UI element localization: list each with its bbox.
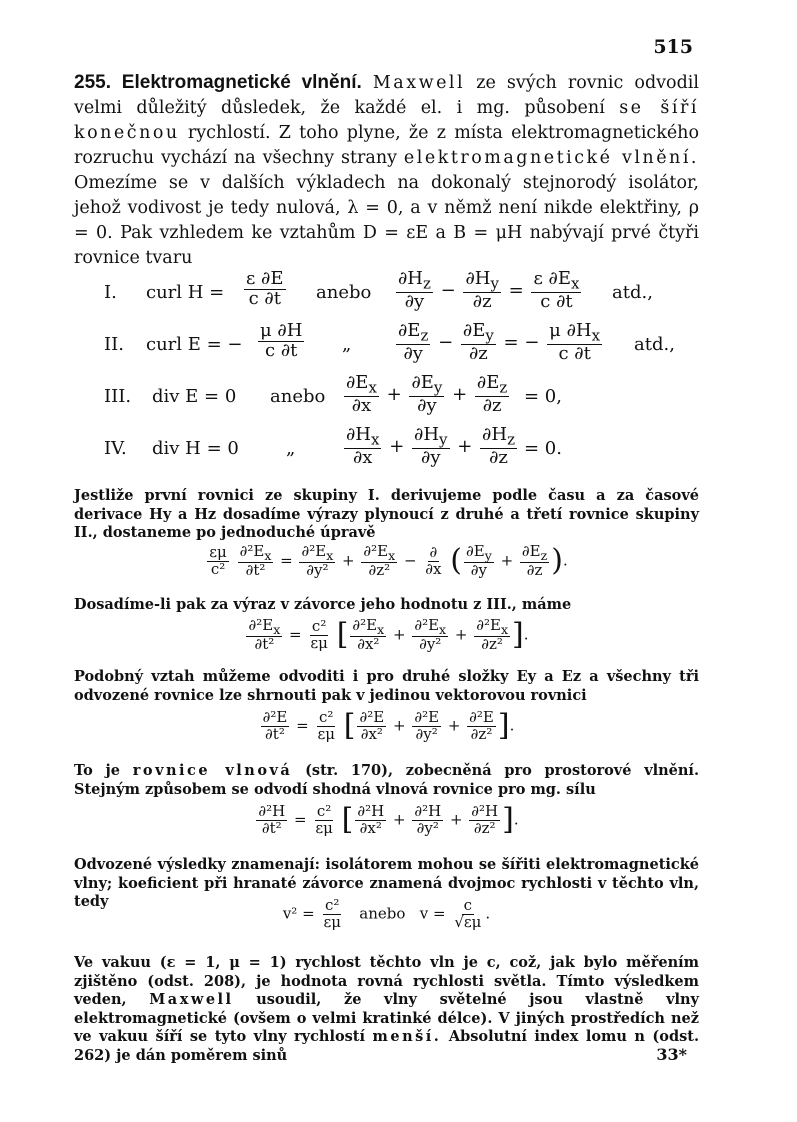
eq-lhs: div H = 0 bbox=[152, 438, 239, 459]
eq-label: III. bbox=[104, 386, 132, 407]
eq-word: anebo bbox=[270, 386, 326, 407]
eq-lhs: curl E = − bbox=[146, 334, 243, 355]
eq-lhs: div E = 0 bbox=[152, 386, 237, 407]
p4-text-a: To je bbox=[74, 762, 121, 779]
frac-num: εμ bbox=[209, 543, 227, 562]
p6-text-b: usoudil, že vlny světelné jsou vlastně vlny elektromagnetické (ovšem o velmi kratinké délce). V jiných prostředích než ve vakuu šíří se tyto vlny rychlostí bbox=[74, 991, 699, 1045]
frac-den: c ∂t bbox=[248, 287, 281, 309]
paragraph-derivation: Jestliže první rovnici ze skupiny I. derivujeme podle času a za časové derivace Hy a Hz dosadíme výrazy plynoucí z druhé a třetí rovnice skupiny II., dostaneme po jednoduché úpravě bbox=[74, 487, 699, 541]
p6-text-a: Ve vakuu (ε = 1, μ = 1) rychlost těchto vln je c, což, jak bylo měřením zjištěno (odst. 208), je hodnota rovná rychlosti světla. Tímto výsledkem veden, bbox=[74, 954, 699, 1008]
p4-text-b: (str. 170), zobecněná pro prostorové vlnění. Stejným způsobem se odvodí shodná vlnová rovnice pro mg. sílu bbox=[74, 762, 699, 798]
eq-tail: = 0, bbox=[524, 386, 562, 407]
eq-lhs: curl H = bbox=[146, 282, 225, 303]
eq-component-form: $\frac{\partial H_x}{\partial x}$ + $\frac{\partial H_y}{\partial y}$ + $\frac{\partial H_z}{\partial z}$ bbox=[346, 424, 515, 469]
paragraph-results: Odvozené výsledky znamenají: isolátorem mohou se šířiti elektromagnetické vlny; koeficient při hranaté závorce znamená dvojmoc rychlosti v těchto vln, tedy bbox=[74, 856, 699, 910]
eq-tail: = 0. bbox=[524, 438, 562, 459]
paragraph-vector: Podobný vztah můžeme odvoditi i pro druhé složky Ey a Ez a všechny tři odvozené rovnice lze shrnouti pak v jedinou vektorovou rovnici bbox=[74, 668, 699, 704]
eq-component-form: $\frac{\partial E_x}{\partial x}$ + $\frac{\partial E_y}{\partial y}$ + $\frac{\partial E_z}{\partial z}$ bbox=[346, 372, 508, 417]
frac-num: c² bbox=[324, 896, 340, 914]
eq-word: „ bbox=[286, 438, 296, 459]
frac-num: c² bbox=[316, 802, 332, 820]
eq-fraction bbox=[242, 270, 288, 309]
equation-wave-E: $\frac{\text{∂²E}}{\text{∂t²}}$ = $\frac{\text{c²}}{\varepsilon\mu}$ [ $\frac{\text{∂²E}}{\text{∂x²}}$ + $\frac{\text{∂²E}}{\text{∂y²}}$ + $\frac{\text{∂²E}}{\text{∂z²}}$ ]. bbox=[262, 708, 515, 744]
eq-tail: atd., bbox=[612, 282, 653, 303]
eq-fraction bbox=[256, 322, 306, 361]
intro-spaced: se šíří konečnou bbox=[74, 98, 699, 143]
eq-word: anebo bbox=[316, 282, 372, 303]
eq-component-form: $\frac{\partial H_z}{\partial y}$ − $\frac{\partial H_y}{\partial z}$ = $\frac{\varepsilon \partial E_x}{c \partial t}$ bbox=[398, 268, 580, 313]
paragraph-wave-equation bbox=[74, 762, 699, 799]
intro-text-b: rychlostí. Z toho plyne, že z místa elektromagnetického rozruchu vychází na všechny strany bbox=[74, 123, 699, 168]
p6-spaced: menší. bbox=[372, 1028, 442, 1045]
eq-label: II. bbox=[104, 334, 124, 355]
eq-label: IV. bbox=[104, 438, 127, 459]
intro-text-c: Omezíme se v dalších výkladech na dokonalý stejnorodý isolátor, jehož vodivost je tedy nulová, λ = 0, a v němž není nikde elektřiny, ρ = 0. Pak vzhledem ke vztahům D = εE a B = μH nabývají prvé čtyři rovnice tvaru bbox=[74, 173, 699, 268]
frac-den: εμ bbox=[310, 633, 328, 652]
equation-velocity: v² = $\frac{\text{c²}}{\varepsilon\mu}$ anebo v = $\frac{c}{√\varepsilon\mu}$ . bbox=[282, 896, 491, 931]
intro-text-a: ze svých rovnic odvodil velmi důležitý důsledek, že každé el. i mg. působení bbox=[74, 73, 699, 118]
v2-lhs: v² = bbox=[282, 904, 315, 923]
frac-num: ε ∂E bbox=[246, 268, 284, 289]
page-number: 515 bbox=[653, 36, 693, 58]
maxwell-equations bbox=[74, 268, 699, 478]
frac-den: √εμ bbox=[454, 912, 482, 931]
p4-spaced: rovnice vlnová bbox=[132, 762, 293, 779]
paragraph-vacuum bbox=[74, 954, 699, 1065]
frac-den: εμ bbox=[317, 724, 335, 743]
equation-wave-H: $\frac{\text{∂²H}}{\text{∂t²}}$ = $\frac{\text{c²}}{\varepsilon\mu}$ [ $\frac{\text{∂²H}}{\text{∂x²}}$ + $\frac{\text{∂²H}}{\text{∂y²}}$ + $\frac{\text{∂²H}}{\text{∂z²}}$ ]. bbox=[258, 802, 519, 838]
frac-den: c ∂t bbox=[265, 339, 298, 361]
frac-num: c² bbox=[318, 708, 334, 726]
intro-spaced-2: elektromagnetické vlnění. bbox=[403, 148, 699, 168]
section-heading: 255. Elektromagnetické vlnění. bbox=[74, 72, 362, 93]
signature-mark: 33* bbox=[656, 1045, 687, 1064]
velocity-anebo: anebo bbox=[359, 904, 406, 923]
frac-den: c² bbox=[210, 559, 226, 578]
paragraph-substitute: Dosadíme-li pak za výraz v závorce jeho hodnotu z III., máme bbox=[74, 596, 572, 613]
author-name: Maxwell bbox=[372, 73, 466, 93]
frac-den: εμ bbox=[323, 912, 341, 931]
p6-maxwell: Maxwell bbox=[149, 991, 234, 1008]
frac-num: μ ∂H bbox=[260, 320, 303, 341]
intro-paragraph bbox=[74, 70, 699, 271]
eq-component-form: $\frac{\partial E_z}{\partial y}$ − $\frac{\partial E_y}{\partial z}$ = − $\frac{\mu \partial H_x}{c \partial t}$ bbox=[398, 320, 601, 365]
frac-den: εμ bbox=[315, 818, 333, 837]
p6-text-c: Absolutní index lomu n (odst. 262) je dán poměrem sinů bbox=[74, 1028, 699, 1064]
eq-tail: atd., bbox=[634, 334, 675, 355]
equation-wave-x: $\frac{\partial^2E_x}{\text{∂t²}}$ = $\frac{\text{c²}}{\varepsilon\mu}$ [ $\frac{\partial^2E_x}{\text{∂x²}}$ + $\frac{\partial^2E_x}{\text{∂y²}}$ + $\frac{\partial^2E_x}{\text{∂z²}}$ ]. bbox=[248, 616, 529, 654]
equation-derived: $\frac{\varepsilon\mu}{\text{c²}}$ $\frac{\partial^2E_x}{\text{∂t²}}$ = $\frac{\partial^2E_x}{\text{∂y²}}$ + $\frac{\partial^2E_x}{\text{∂z²}}$ − $\frac{\partial}{\partial x}$ ( $\frac{\partial E_y}{\partial y}$ + $\frac{\partial E_z}{\partial z}$ ). bbox=[209, 542, 568, 580]
frac-num: c bbox=[463, 896, 473, 914]
eq-word: „ bbox=[342, 334, 352, 355]
v-lhs: v = bbox=[419, 904, 446, 923]
eq-label: I. bbox=[104, 282, 117, 303]
frac-num: c² bbox=[311, 617, 327, 636]
